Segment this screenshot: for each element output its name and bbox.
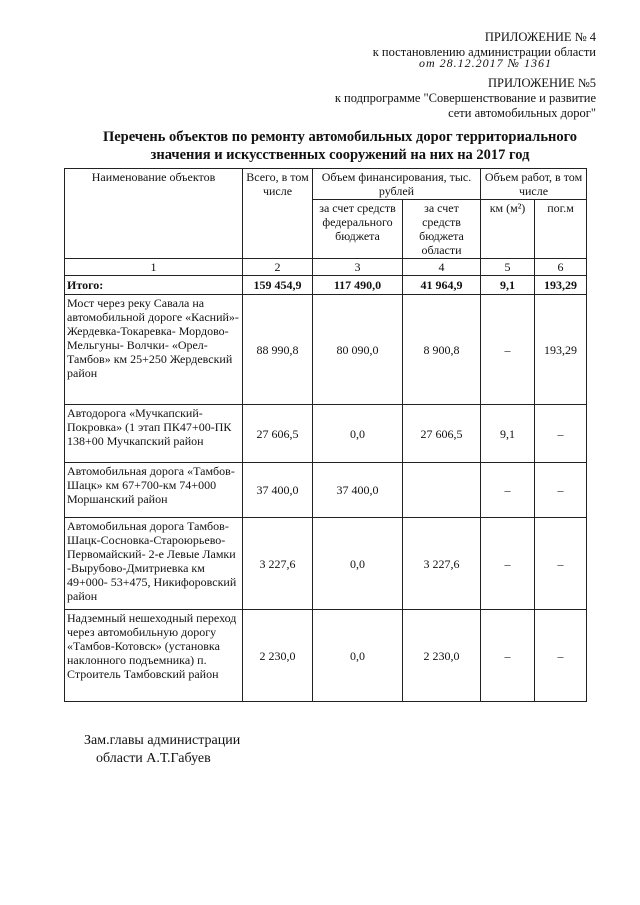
cell-total: 27 606,5 [243,405,313,463]
header-km: км (м²) [481,200,535,259]
index-row [65,259,587,276]
cell-total: 3 227,6 [243,518,313,610]
index-cell: 5 [481,259,535,276]
total-cell: 41 964,9 [403,276,481,295]
cell-km: 9,1 [481,405,535,463]
table-row [65,518,587,610]
header-financing: Объем финансирования, тыс. рублей [313,169,481,200]
table-row [65,610,587,702]
cell-km: – [481,610,535,702]
total-row [65,276,587,295]
index-cell: 2 [243,259,313,276]
object-name: Автомобильная дорога «Тамбов- Шацк» км 67+700-км 74+000 Моршанский район [65,463,243,518]
signature-block [84,732,240,768]
cell-regional: 8 900,8 [403,295,481,405]
cell-pm: 193,29 [535,295,587,405]
cell-federal: 0,0 [313,610,403,702]
cell-km: – [481,518,535,610]
cell-pm: – [535,610,587,702]
annex5-subtitle-2: сети автомобильных дорог" [448,106,596,120]
index-cell: 4 [403,259,481,276]
annex5-subtitle-1: к подпрограмме "Совершенствование и развитие [334,91,596,105]
cell-regional: 2 230,0 [403,610,481,702]
handwritten-date: от 28.12.2017 № 1361 [419,56,552,70]
header-pm: пог.м [535,200,587,259]
cell-total: 2 230,0 [243,610,313,702]
document-title [60,128,620,164]
header-works: Объем работ, в том числе [481,169,587,200]
signature-position: Зам.главы администрации [84,733,241,748]
cell-km: – [481,295,535,405]
cell-federal: 0,0 [313,405,403,463]
cell-regional [403,463,481,518]
title-line-2: значения и искусственных сооружений на них на 2017 год [150,147,530,163]
signature-name: области А.Т.Габуев [96,751,211,766]
cell-pm: – [535,463,587,518]
annex4-subtitle: к постановлению администрации области [372,45,596,59]
cell-pm: – [535,405,587,463]
header-name: Наименование объектов [65,169,243,259]
cell-federal: 37 400,0 [313,463,403,518]
header-regional: за счет средств бюджета области [403,200,481,259]
table-row [65,463,587,518]
header-federal: за счет средств федерального бюджета [313,200,403,259]
cell-regional: 3 227,6 [403,518,481,610]
objects-table [64,168,587,702]
index-cell: 3 [313,259,403,276]
index-cell: 6 [535,259,587,276]
total-cell: 9,1 [481,276,535,295]
table-row [65,295,587,405]
index-cell: 1 [65,259,243,276]
cell-km: – [481,463,535,518]
table-row [65,405,587,463]
cell-pm: – [535,518,587,610]
cell-regional: 27 606,5 [403,405,481,463]
annex5-title: ПРИЛОЖЕНИЕ №5 [487,76,596,90]
cell-federal: 80 090,0 [313,295,403,405]
object-name: Автодорога «Мучкапский-Покровка» (1 этап ПК47+00-ПК 138+00 Мучкапский район [65,405,243,463]
total-label: Итого: [65,276,243,295]
object-name: Надземный нешеходный переход через автомобильную дорогу «Тамбов-Котовск» (установка наклонного подъемника) п. Строитель Тамбовский район [65,610,243,702]
cell-total: 88 990,8 [243,295,313,405]
total-cell: 117 490,0 [313,276,403,295]
cell-total: 37 400,0 [243,463,313,518]
title-line-1: Перечень объектов по ремонту автомобильных дорог территориального [102,129,578,145]
cell-federal: 0,0 [313,518,403,610]
object-name: Мост через реку Савала на автомобильной дороге «Касний»- Жердевка-Токаревка- Мордово-Мельгуны- Волчки- «Орел-Тамбов» км 25+250 Жердевский район [65,295,243,405]
annex4-title: ПРИЛОЖЕНИЕ № 4 [484,30,596,44]
object-name: Автомобильная дорога Тамбов-Шацк-Сосновка-Староюрьево-Первомайский- 2-е Левые Ламки -Вырубово-Дмитриевка км 49+000- 53+475, Никифоровский район [65,518,243,610]
annex5-block [335,76,596,121]
header-total: Всего, в том числе [243,169,313,259]
total-cell: 159 454,9 [243,276,313,295]
total-cell: 193,29 [535,276,587,295]
